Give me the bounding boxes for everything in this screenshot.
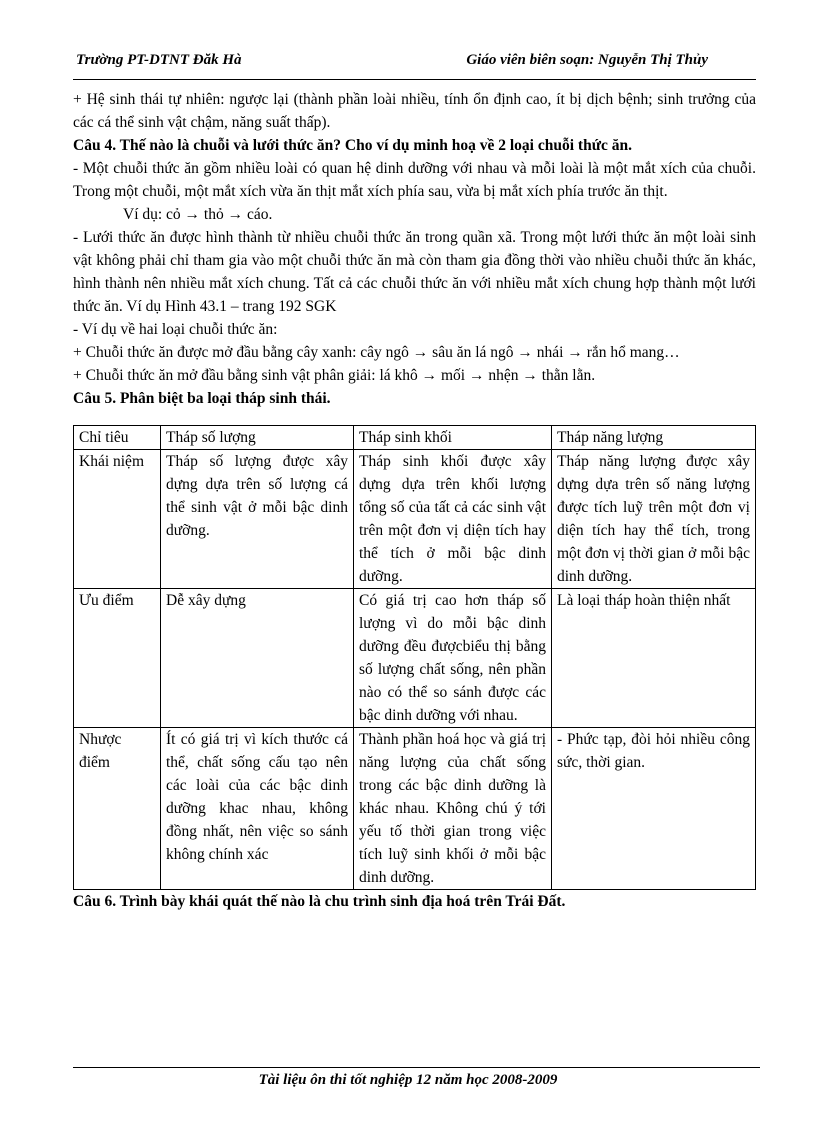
table-cell: Nhược điểm <box>74 728 161 890</box>
table-cell: Là loại tháp hoàn thiện nhất <box>552 589 756 728</box>
table-cell: Ít có giá trị vì kích thước cá thể, chất sống cấu tạo nên các loài của các bậc dinh dưỡng khac nhau, không đồng nhất, nên việc so sánh không chính xác <box>161 728 354 890</box>
table-cell: - Phức tạp, đòi hỏi nhiều công sức, thời gian. <box>552 728 756 890</box>
header-author: Giáo viên biên soạn: Nguyễn Thị Thủy <box>466 52 708 68</box>
table-cell: Tháp sinh khối được xây dựng dựa trên khối lượng tổng số của tất cả các sinh vật trên một đơn vị diện tích hay thể tích ở mỗi bậc dinh dưỡng. <box>354 450 552 589</box>
table-cell: Ưu điểm <box>74 589 161 728</box>
table-cell: Có giá trị cao hơn tháp số lượng vì do mỗi bậc dinh dưỡng đều đượcbiểu thị bằng số lượng chất sống, nên phần nào có thể so sánh được các bậc dinh dưỡng với nhau. <box>354 589 552 728</box>
example-food-chain: Ví dụ: cỏ → thỏ → cáo. <box>123 206 273 223</box>
footer-divider <box>73 1067 760 1068</box>
question-5: Câu 5. Phân biệt ba loại tháp sinh thái. <box>73 390 331 407</box>
table-header-row <box>74 426 756 450</box>
table-cell: Tháp số lượng được xây dựng dựa trên số lượng cá thể sinh vật ở mỗi bậc dinh dưỡng. <box>161 450 354 589</box>
paragraph-food-web: - Lưới thức ăn được hình thành từ nhiều chuỗi thức ăn trong quần xã. Trong một lưới thức ăn một loài sinh vật không phải chỉ tham gia vào một chuỗi thức ăn mà còn tham gia đồng thời vào nhiều chuỗi thức ăn khác, hình thành nên nhiều mắt xích chung. Tất cả các chuỗi thức ăn với nhiều mắt xích chung hợp thành một lưới thức ăn. Ví dụ Hình 43.1 – trang 192 SGK <box>73 229 756 315</box>
table-header-cell: Tháp số lượng <box>161 426 354 450</box>
table-row <box>74 450 756 589</box>
header-school: Trường PT-DTNT Đăk Hà <box>76 52 242 68</box>
footer-text: Tài liệu ôn thi tốt nghiệp 12 năm học 2008-2009 <box>258 1072 558 1088</box>
table-cell: Khái niệm <box>74 450 161 589</box>
header-divider <box>73 79 756 80</box>
paragraph-example-green-plant: + Chuỗi thức ăn được mở đầu bằng cây xanh: cây ngô → sâu ăn lá ngô → nhái → rắn hổ mang… <box>73 344 680 361</box>
pyramid-comparison-table <box>73 425 756 890</box>
question-4: Câu 4. Thế nào là chuỗi và lưới thức ăn? Cho ví dụ minh hoạ về 2 loại chuỗi thức ăn. <box>73 137 632 154</box>
table-cell: Dễ xây dựng <box>161 589 354 728</box>
document-body <box>73 88 756 913</box>
table-header-cell: Tháp năng lượng <box>552 426 756 450</box>
table-header-cell: Chỉ tiêu <box>74 426 161 450</box>
table-cell: Tháp năng lượng được xây dựng dựa trên số năng lượng được tích luỹ trên một đơn vị diện tích hay thể tích, trong một đơn vị thời gian ở mỗi bậc dinh dưỡng. <box>552 450 756 589</box>
question-6: Câu 6. Trình bày khái quát thế nào là chu trình sinh địa hoá trên Trái Đất. <box>73 893 566 910</box>
table-row <box>74 728 756 890</box>
table-header-cell: Tháp sinh khối <box>354 426 552 450</box>
paragraph-food-chain: - Một chuỗi thức ăn gồm nhiều loài có quan hệ dinh dưỡng với nhau và mỗi loài là một mắt xích của chuỗi. Trong một chuỗi, một mắt xích vừa ăn thịt mắt xích phía sau, vừa bị mắt xích phía trước ăn thịt. <box>73 160 756 200</box>
paragraph-examples-intro: - Ví dụ về hai loại chuỗi thức ăn: <box>73 321 278 338</box>
paragraph-natural-ecosystem: + Hệ sinh thái tự nhiên: ngược lại (thành phần loài nhiều, tính ổn định cao, ít bị dịch bệnh; sinh trưởng của các cá thể sinh vật chậm, năng suất thấp). <box>73 91 756 131</box>
table-row <box>74 589 756 728</box>
table-cell: Thành phần hoá học và giá trị năng lượng của chất sống trong các bậc dinh dưỡng là khác nhau. Không chú ý tới yếu tố thời gian trong việc tích luỹ sinh khối ở mỗi bậc dinh dưỡng. <box>354 728 552 890</box>
paragraph-example-decomposer: + Chuỗi thức ăn mở đầu bằng sinh vật phân giải: lá khô → mối → nhện → thằn lằn. <box>73 367 596 384</box>
